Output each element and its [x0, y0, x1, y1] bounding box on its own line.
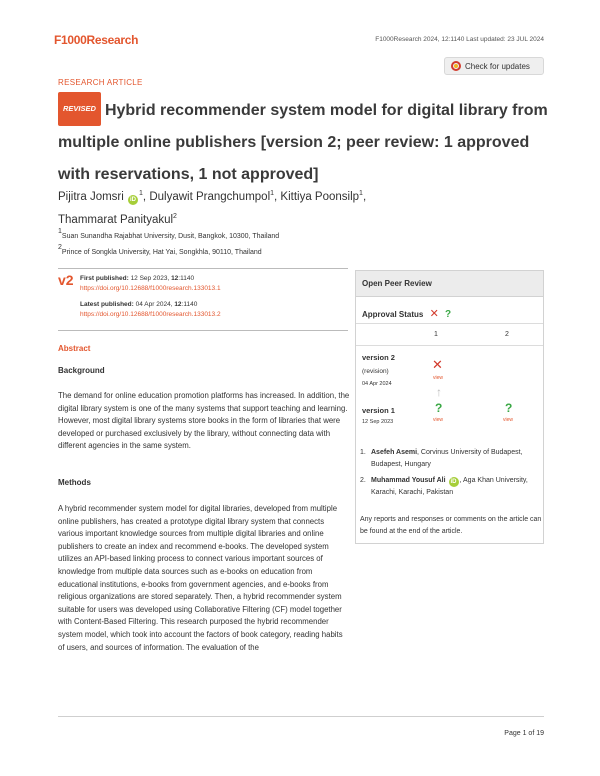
orcid-icon[interactable]: iD [450, 479, 457, 485]
version-2-date: 04 Apr 2024 [362, 381, 392, 387]
abstract-heading: Abstract [58, 344, 91, 353]
author-link[interactable]: Pijitra Jomsri [58, 191, 124, 203]
check-for-updates-button[interactable]: Check for updates [444, 57, 544, 75]
reviewer-name[interactable]: Asefeh Asemi [371, 449, 418, 456]
header-citation: F1000Research 2024, 12:1140 Last updated: 23 JUL 2024 [375, 36, 544, 43]
page-number: Page 1 of 19 [504, 730, 544, 737]
reviewer-name[interactable]: Muhammad Yousuf Ali [371, 477, 446, 484]
version-label: v2 [58, 272, 74, 288]
author-link[interactable]: Kittiya Poonsilp [280, 191, 360, 203]
article-type: RESEARCH ARTICLE [58, 78, 143, 87]
reviewer-item: 2. Muhammad Yousuf Ali iD , Aga Khan University, Karachi, Karachi, Pakistan [360, 477, 528, 496]
background-text: The demand for online education promotion platforms has increased. In addition, the digital library system is one of the many systems that support teaching and learning. However, most digital library systems store books in the form of libraries that were developed or purchased exclusively by the library, without connecting data with different agencies in the same system. [58, 391, 350, 451]
divider [356, 323, 543, 324]
affiliation-item: 1Suan Sunandha Rajabhat University, Dusit, Bangkok, 10300, Thailand [58, 228, 280, 240]
author-link[interactable]: Dulyawit Prangchumpol [149, 191, 271, 203]
approval-status: Approval Status ✕ ? [362, 308, 452, 320]
latest-published: Latest published: 04 Apr 2024, 12:1140 [80, 301, 198, 308]
view-report-link[interactable]: view [433, 375, 444, 381]
version-1-label: version 1 [362, 406, 395, 415]
reports-note: Any reports and responses or comments on the article can be found at the end of the article. [360, 516, 542, 535]
author-list: Pijitra Jomsri $iD^1$, Dulyawit Prangchumpol$^1$, Kittiya Poonsilp$^1$, Thammarat Panityakul$^2$ [58, 190, 367, 226]
version-2-sub: (revision) [362, 368, 389, 375]
view-report-link[interactable]: view [503, 417, 514, 423]
not-approved-icon[interactable]: ✕ [432, 357, 443, 372]
crossmark-icon [451, 61, 461, 71]
affiliation-item: 2Prince of Songkla University, Hat Yai, Songkhla, 90110, Thailand [58, 244, 262, 256]
reviewer-col-1: 1 [434, 331, 438, 338]
reviewer-item: 1. Asefeh Asemi, Corvinus University of Budapest, Budapest, Hungary [360, 449, 523, 468]
footer-divider [58, 716, 544, 717]
arrow-up-icon: ↑ [436, 385, 442, 399]
view-report-link[interactable]: view [433, 417, 444, 423]
divider [58, 330, 348, 331]
methods-heading: Methods [58, 478, 91, 487]
orcid-icon[interactable]: iD [130, 197, 137, 203]
reviewer-col-2: 2 [505, 331, 509, 338]
reviewer-list [360, 447, 544, 503]
version-info [58, 272, 348, 322]
opr-heading: Open Peer Review [356, 271, 543, 297]
article-title [58, 92, 548, 191]
version-2-label: version 2 [362, 353, 395, 362]
approved-with-reservations-icon[interactable]: ? [435, 401, 443, 415]
title-text: Hybrid recommender system model for digital library from multiple online publishers [version 2; peer review: 1 approved with reservations, 1 not approved] [58, 102, 548, 183]
methods-text: A hybrid recommender system model for digital libraries, developed from multiple online publishers, has created a prototype digital library system that connects various important knowledge sources from multiple digital libraries and online publishers to create an index and recommend e-books. The developed system utilizes an API-based linking process to connect various important sources of knowledge from multiple data sources such as e-books on education from educational institutions, e-books from government agencies, and e-books from religious organizations are stored separately. Then, a hybrid recommender system suitable for users was developed using Collaborative Filtering (CF) model together with Content-Based Filtering. This research purposed the hybrid recommender system model, which took into account the factors of book category, reading habits of users, and sources of information. The evaluation of the [58, 504, 343, 652]
approved-with-reservations-icon: ? [445, 309, 452, 320]
background-heading: Background [58, 366, 105, 375]
divider [356, 345, 543, 346]
revised-badge: REVISED [58, 92, 101, 126]
affiliations [58, 226, 279, 258]
latest-doi-link[interactable]: https://doi.org/10.12688/f1000research.133013.2 [80, 310, 221, 318]
first-published: First published: 12 Sep 2023, 12:1140 [80, 275, 195, 282]
f1000-logo: F1000Research [54, 33, 139, 47]
approved-with-reservations-icon[interactable]: ? [505, 401, 513, 415]
not-approved-icon: ✕ [429, 308, 439, 320]
author-link[interactable]: Thammarat Panityakul [58, 214, 174, 226]
first-doi-link[interactable]: https://doi.org/10.12688/f1000research.133013.1 [80, 284, 221, 292]
divider [58, 268, 348, 269]
version-1-date: 12 Sep 2023 [362, 419, 394, 425]
